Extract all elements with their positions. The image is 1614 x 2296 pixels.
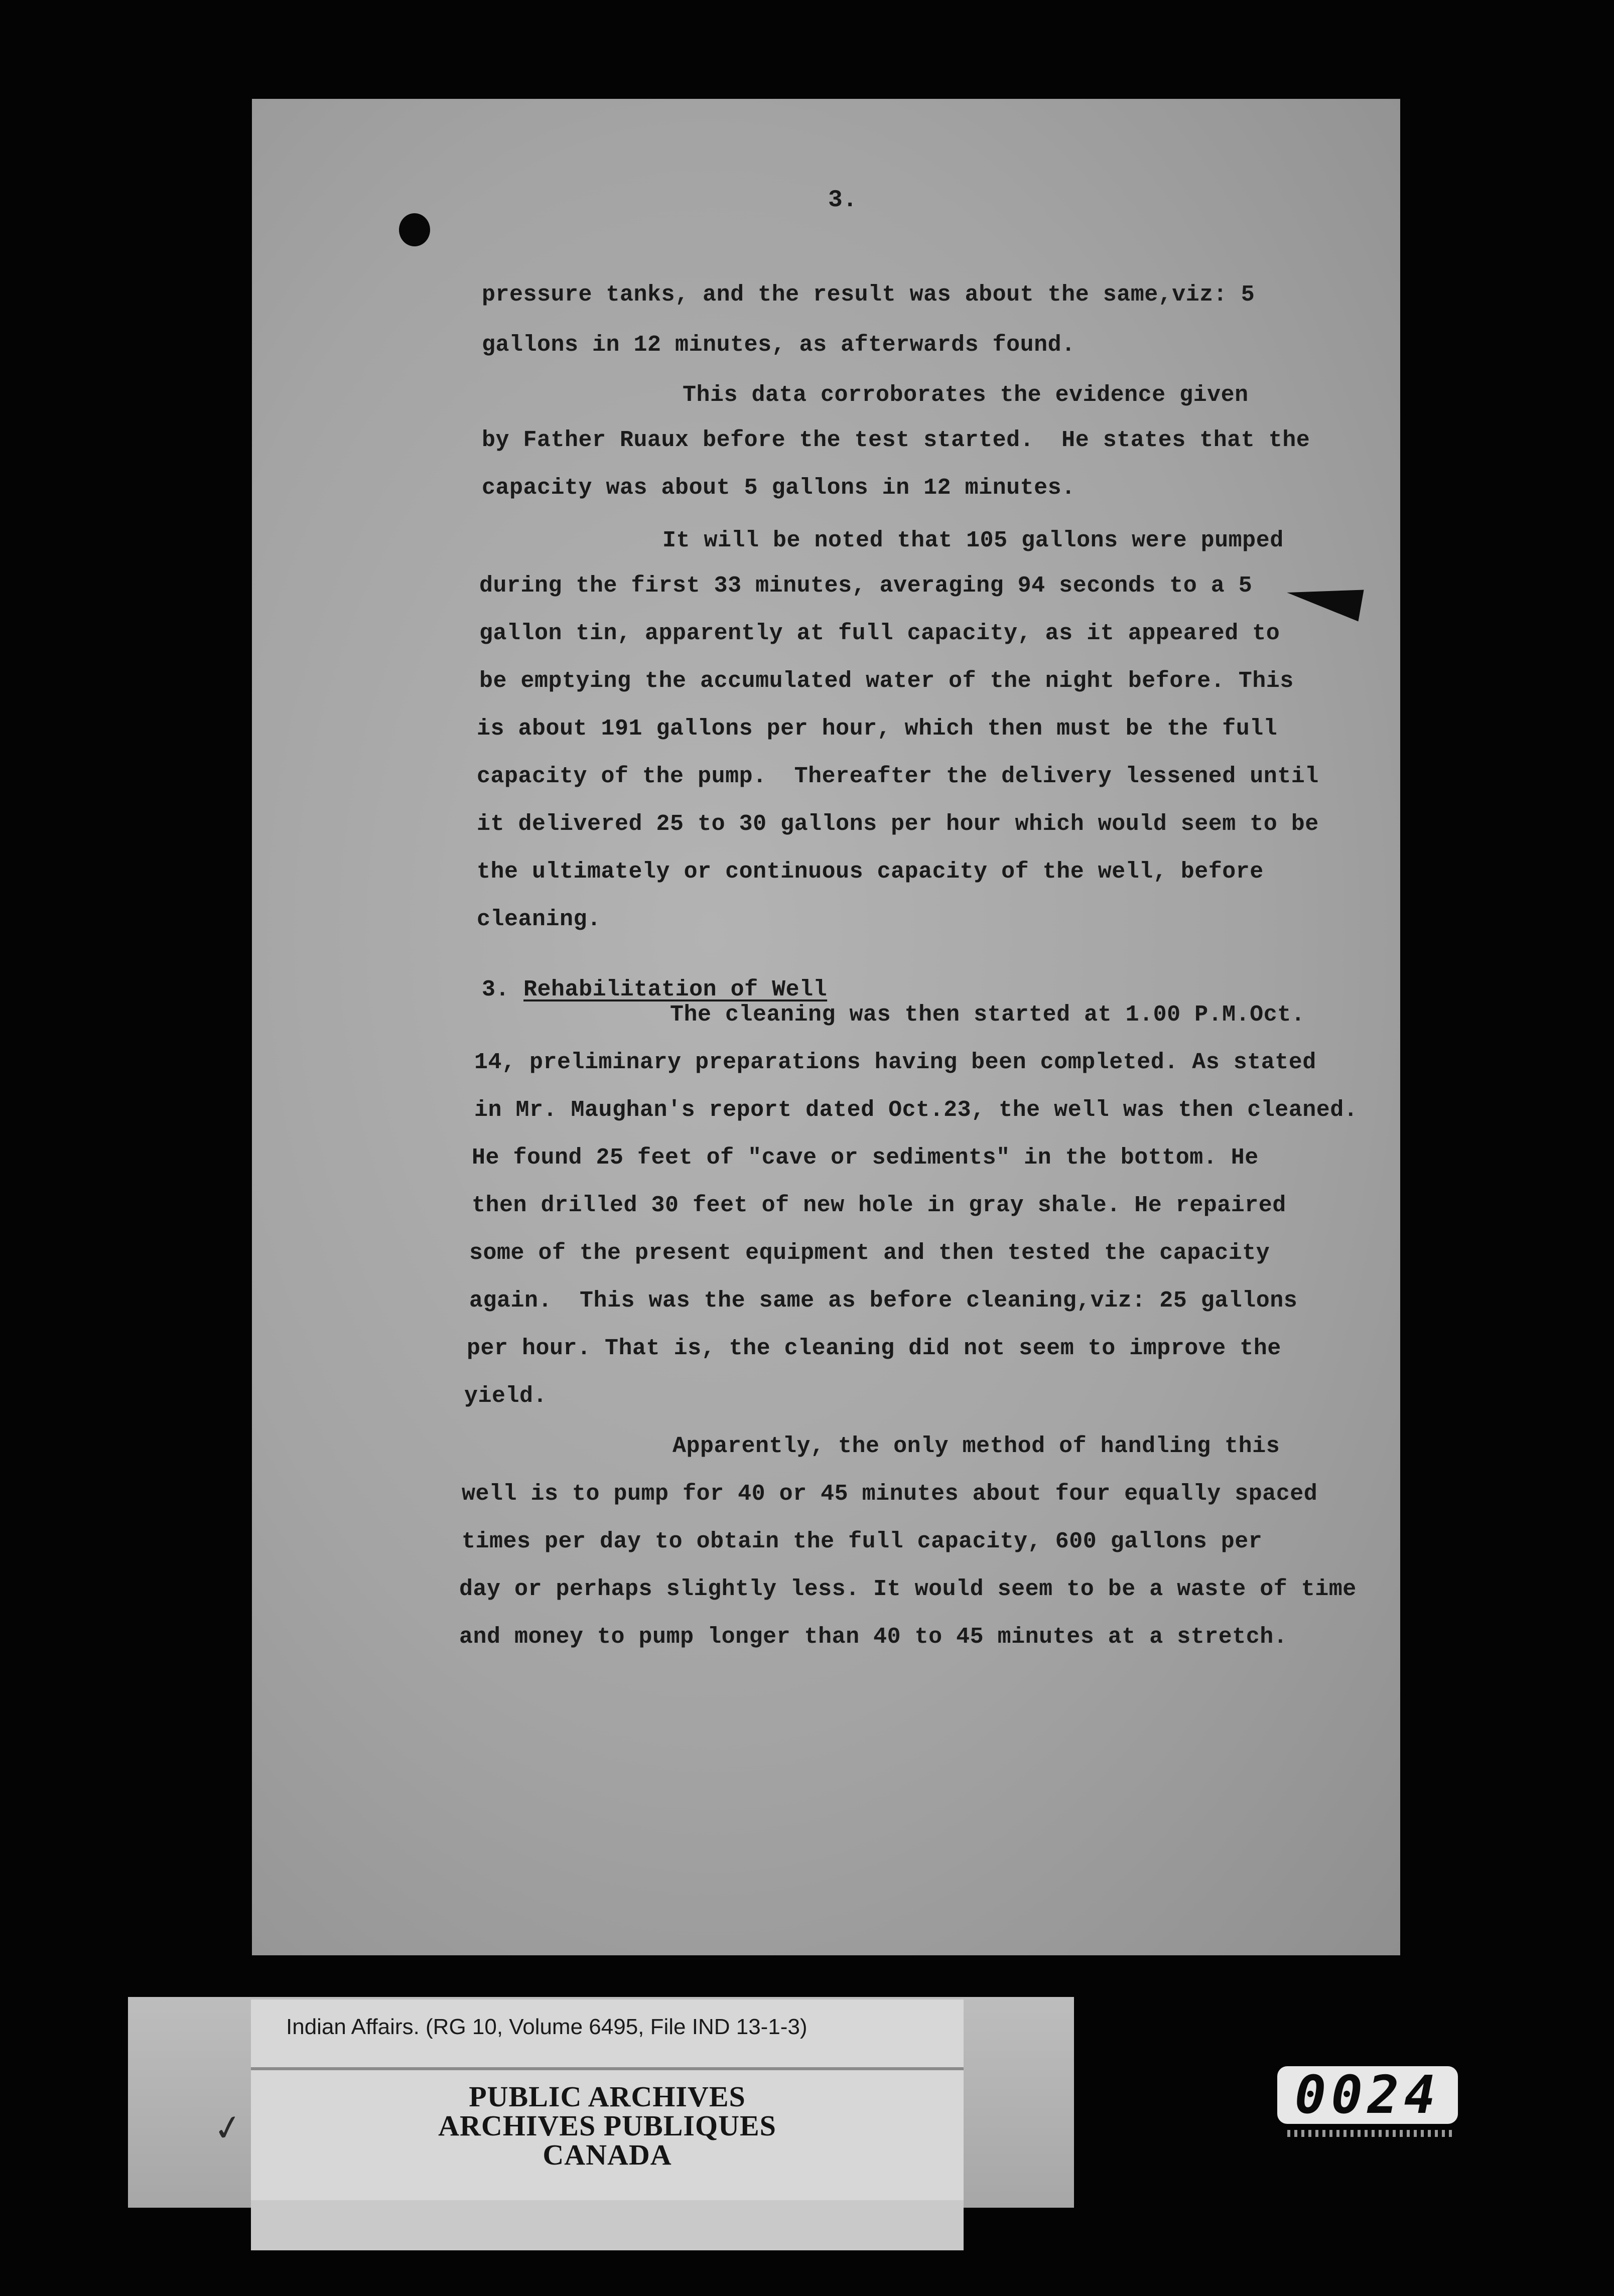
- archive-label-strip: [251, 2200, 964, 2250]
- text-line: capacity was about 5 gallons in 12 minutes.: [482, 475, 1075, 501]
- text-line: gallons in 12 minutes, as afterwards found.: [482, 332, 1075, 358]
- text-line: well is to pump for 40 or 45 minutes about four equally spaced: [462, 1481, 1318, 1507]
- text-line: in Mr. Maughan's report dated Oct.23, the well was then cleaned.: [474, 1097, 1358, 1123]
- text-line: by Father Ruaux before the test started. He states that the: [482, 427, 1310, 453]
- text-line: cleaning.: [477, 907, 601, 932]
- archive-stamp: [251, 2082, 964, 2170]
- text-line: the ultimately or continuous capacity of the well, before: [477, 859, 1264, 885]
- archive-reference: Indian Affairs. (RG 10, Volume 6495, File IND 13-1-3): [286, 2015, 808, 2039]
- text-line: then drilled 30 feet of new hole in gray shale. He repaired: [472, 1193, 1286, 1218]
- section-number: 3.: [482, 977, 510, 1002]
- text-line: Apparently, the only method of handling this: [672, 1433, 1280, 1459]
- text-line: it delivered 25 to 30 gallons per hour which would seem to be: [477, 811, 1319, 837]
- text-line: It will be noted that 105 gallons were pumped: [662, 528, 1284, 553]
- text-line: yield.: [464, 1383, 548, 1409]
- archive-line: CANADA: [543, 2138, 672, 2171]
- text-line: during the first 33 minutes, averaging 94 seconds to a 5: [479, 573, 1253, 599]
- text-line: again. This was the same as before cleaning,viz: 25 gallons: [469, 1288, 1298, 1314]
- text-line: times per day to obtain the full capacity, 600 gallons per: [462, 1529, 1263, 1554]
- text-line: He found 25 feet of "cave or sediments" in the bottom. He: [472, 1145, 1259, 1171]
- text-line: capacity of the pump. Thereafter the delivery lessened until: [477, 764, 1319, 789]
- text-line: is about 191 gallons per hour, which then must be the full: [477, 716, 1278, 742]
- archive-line: ARCHIVES PUBLIQUES: [438, 2109, 776, 2142]
- punch-hole: [399, 213, 430, 246]
- text-line: be emptying the accumulated water of the night before. This: [479, 668, 1294, 694]
- archive-line: PUBLIC ARCHIVES: [469, 2080, 746, 2113]
- text-line: gallon tin, apparently at full capacity, as it appeared to: [479, 621, 1280, 646]
- text-line: 14, preliminary preparations having been completed. As stated: [474, 1050, 1316, 1075]
- frame-number: 0024: [1277, 2066, 1458, 2124]
- divider: [251, 2067, 964, 2070]
- text-line: per hour. That is, the cleaning did not seem to improve the: [467, 1336, 1281, 1361]
- text-line: The cleaning was then started at 1.00 P.M.Oct.: [670, 1002, 1305, 1028]
- frame-counter-ticks: [1287, 2130, 1453, 2137]
- text-line: some of the present equipment and then tested the capacity: [469, 1240, 1270, 1266]
- checkmark-icon: ✓: [210, 2105, 246, 2151]
- text-line: pressure tanks, and the result was about the same,viz: 5: [482, 282, 1255, 308]
- text-line: day or perhaps slightly less. It would seem to be a waste of time: [459, 1576, 1357, 1602]
- text-line: This data corroborates the evidence given: [683, 382, 1249, 408]
- page-number: 3.: [828, 187, 858, 214]
- text-line: and money to pump longer than 40 to 45 minutes at a stretch.: [459, 1624, 1288, 1650]
- section-title: Rehabilitation of Well: [523, 977, 828, 1002]
